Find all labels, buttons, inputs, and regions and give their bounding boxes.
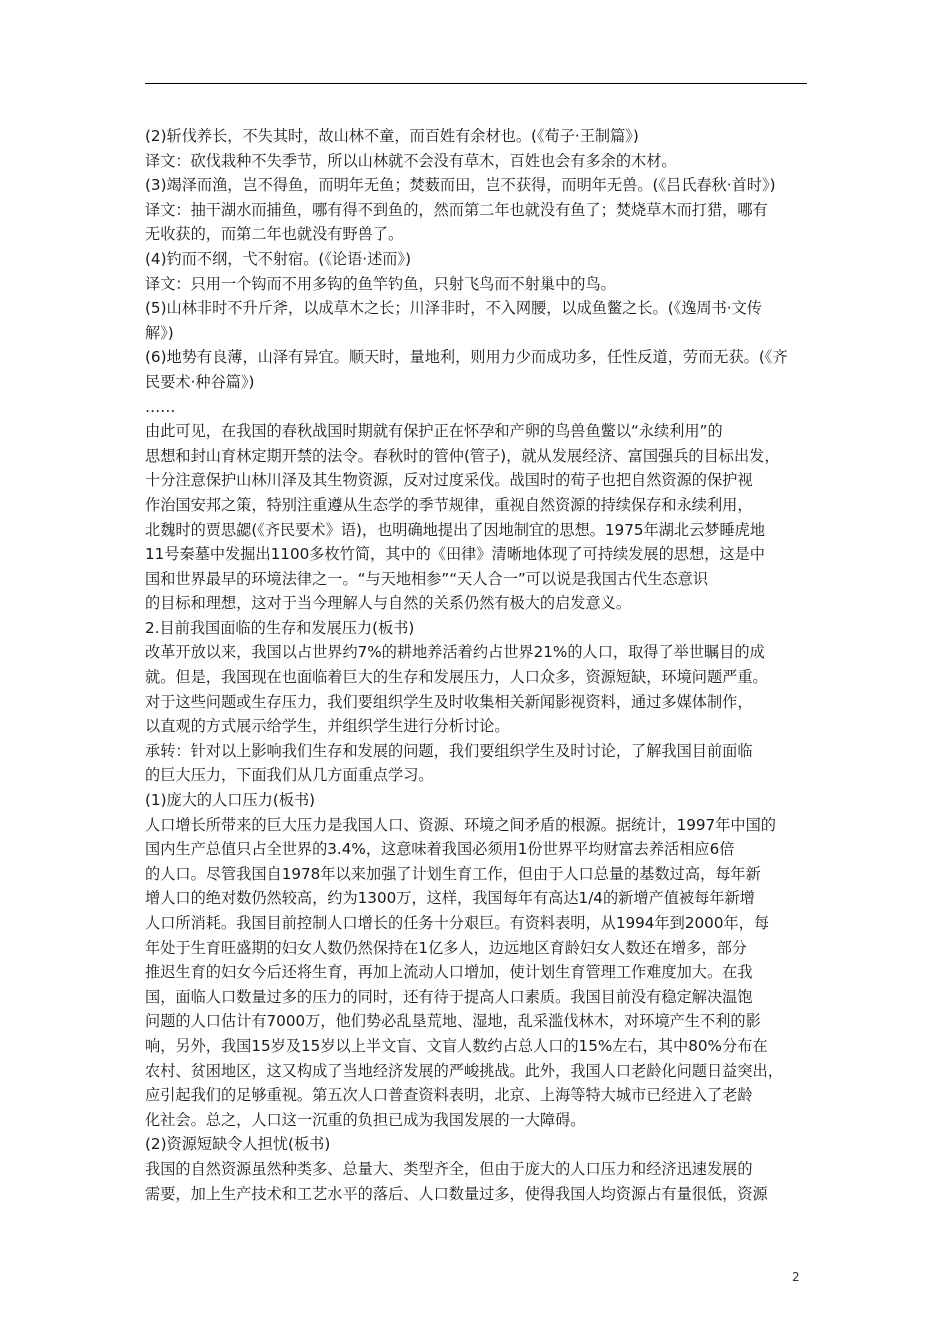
text-line: 作治国安邦之策，特别注重遵从生态学的季节规律，重视自然资源的持续保存和永续利用， [145,495,753,514]
text-line: (2)资源短缺令人担忧(板书) [145,1135,331,1154]
text-line: 增人口的绝对数仍然较高，约为1300万，这样，我国每年有高达1/4的新增产值被每年新增 [145,889,755,908]
text-line: 十分注意保护山林川泽及其生物资源，反对过度采伐。战国时的荀子也把自然资源的保护视 [145,471,753,490]
text-line: 人口增长所带来的巨大压力是我国人口、资源、环境之间矛盾的根源。据统计，1997年中国的 [145,815,776,834]
text-line: 的巨大压力，下面我们从几方面重点学习。 [145,766,434,785]
text-line: 化社会。总之，人口这一沉重的负担已成为我国发展的一大障碍。 [145,1110,586,1129]
text-line: 无收获的，而第二年也就没有野兽了。 [145,225,404,244]
text-line: 对于这些问题或生存压力，我们要组织学生及时收集相关新闻影视资料，通过多媒体制作， [145,692,753,711]
text-line: 由此可见，在我国的春秋战国时期就有保护正在怀孕和产卵的鸟兽鱼鳖以“永续利用”的 [145,422,723,441]
text-line: 以直观的方式展示给学生，并组织学生进行分析讨论。 [145,717,510,736]
text-line: 改革开放以来，我国以占世界约7%的耕地养活着约占世界21%的人口，取得了举世瞩目的成 [145,643,765,662]
text-line: …… [145,397,176,416]
text-line: (3)竭泽而渔，岂不得鱼，而明年无鱼；焚薮而田，岂不获得，而明年无兽。(《吕氏春秋·首时》) [145,176,776,195]
text-line: 就。但是，我国现在也面临着巨大的生存和发展压力，人口众多，资源短缺，环境问题严重。 [145,668,768,687]
text-line: 的人口。尽管我国自1978年以来加强了计划生育工作，但由于人口总量的基数过高，每年新 [145,864,761,883]
text-line: 年处于生育旺盛期的妇女人数仍然保持在1亿多人，边远地区育龄妇女人数还在增多，部分 [145,938,747,957]
text-line: 译文：砍伐栽种不失季节，所以山林就不会没有草木，百姓也会有多余的木材。 [145,151,677,170]
text-line: 译文：抽干湖水而捕鱼，哪有得不到鱼的，然而第二年也就没有鱼了；焚烧草木而打猎，哪有 [145,200,768,219]
text-line: (4)钓而不纲，弋不射宿。(《论语·述而》) [145,249,411,268]
text-line: 解》) [145,323,174,342]
text-line: 承转：针对以上影响我们生存和发展的问题，我们要组织学生及时讨论，了解我国目前面临 [145,741,753,760]
text-line: 问题的人口估计有7000万，他们势必乱垦荒地、湿地，乱采滥伐林木，对环境产生不利的影 [145,1012,761,1031]
text-line: 民要术·种谷篇》) [145,372,255,391]
text-line: 国和世界最早的环境法律之一。“与天地相参”“天人合一”可以说是我国古代生态意识 [145,569,709,588]
text-line: 推迟生育的妇女今后还将生育，再加上流动人口增加，使计划生育管理工作难度加大。在我 [145,963,753,982]
text-line: (2)斩伐养长，不失其时，故山林不童，而百姓有余材也。(《荀子·王制篇》) [145,127,639,145]
text-line: 需要，加上生产技术和工艺水平的落后、人口数量过多，使得我国人均资源占有量很低，资源 [145,1184,768,1203]
text-line: 应引起我们的足够重视。第五次人口普查资料表明，北京、上海等特大城市已经进入了老龄 [145,1086,753,1105]
text-line: 思想和封山育林定期开禁的法令。春秋时的管仲(管子)，就从发展经济、富国强兵的目标出发， [145,446,780,465]
text-line: (5)山林非时不升斤斧，以成草木之长；川泽非时，不入网腰，以成鱼鳖之长。(《逸周书·文传 [145,299,762,318]
text-line: (1)庞大的人口压力(板书) [145,791,316,810]
text-line: 译文：只用一个钩而不用多钩的鱼竿钓鱼，只射飞鸟而不射巢中的鸟。 [145,274,616,293]
text-line: 农村、贫困地区，这又构成了当地经济发展的严峻挑战。此外，我国人口老龄化问题日益突出， [145,1061,783,1080]
text-line: 国内生产总值只占全世界的3.4%，这意味着我国必须用1份世界平均财富去养活相应6倍 [145,840,735,859]
document-body [145,124,817,1206]
text-line: 2.目前我国面临的生存和发展压力(板书) [145,618,415,637]
text-line: 的目标和理想，这对于当今理解人与自然的关系仍然有极大的启发意义。 [145,594,631,613]
text-line: 国，面临人口数量过多的压力的同时，还有待于提高人口素质。我国目前没有稳定解决温饱 [145,987,753,1006]
text-line: 11号秦墓中发掘出1100多枚竹简，其中的《田律》清晰地体现了可持续发展的思想，这是中 [145,545,765,564]
text-line: 人口所消耗。我国目前控制人口增长的任务十分艰巨。有资料表明，从1994年到2000年，每 [145,914,770,932]
text-line: (6)地势有良薄，山泽有异宜。顺天时，量地利，则用力少而成功多，任性反道，劳而无获。(《齐 [145,348,788,367]
text-line: 响，另外，我国15岁及15岁以上半文盲、文盲人数约占总人口的15%左右，其中80%分布在 [145,1036,768,1055]
header-rule [145,83,807,84]
text-line: 我国的自然资源虽然种类多、总量大、类型齐全，但由于庞大的人口压力和经济迅速发展的 [145,1159,753,1178]
text-line: 北魏时的贾思勰(《齐民要术》语)，也明确地提出了因地制宜的思想。1975年湖北云梦睡虎地 [145,520,766,539]
page-number: 2 [792,1270,800,1284]
